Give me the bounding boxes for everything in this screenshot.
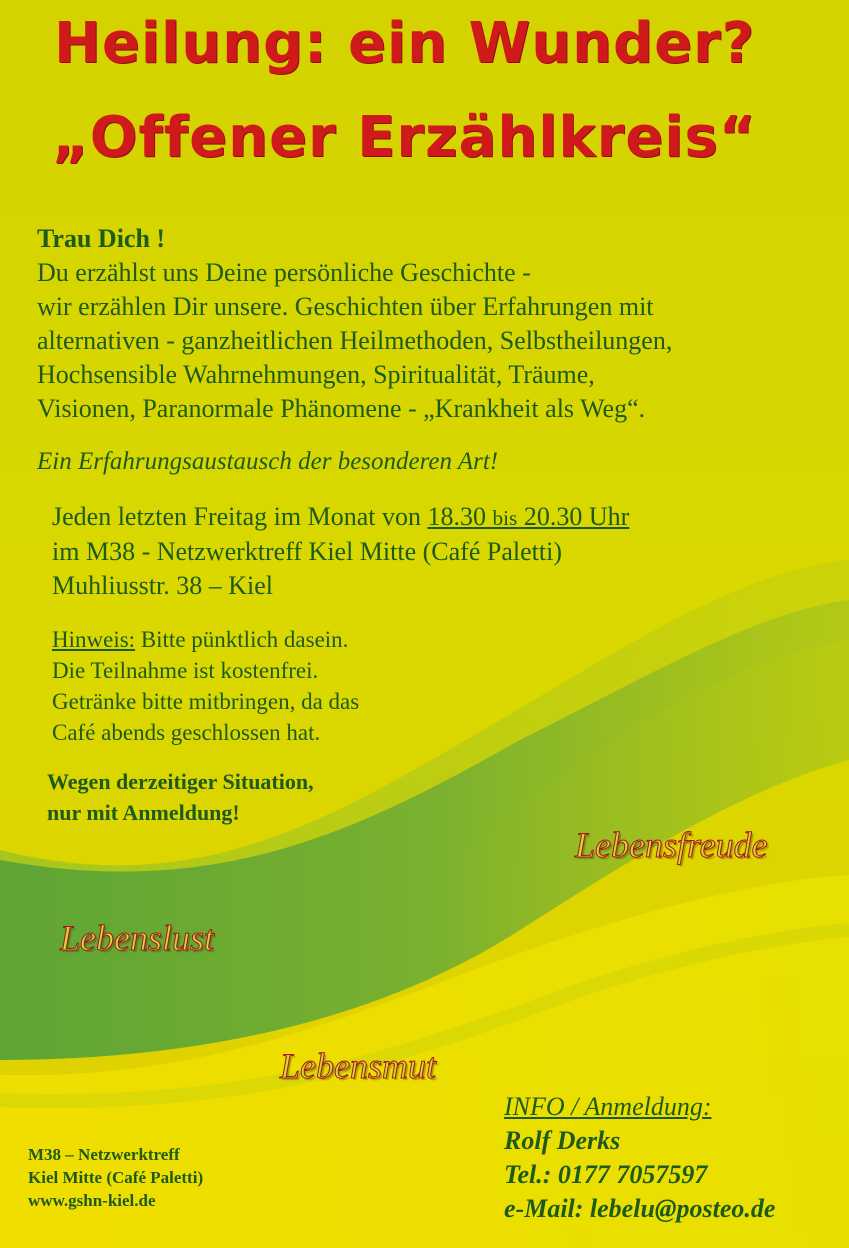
word-lebenslust: Lebenslust <box>60 918 215 958</box>
registration-warning <box>47 766 314 828</box>
footer-website: www.gshn-kiel.de <box>28 1191 156 1210</box>
intro-line: wir erzählen Dir unsere. Geschichten über Erfahrungen mit <box>37 292 654 321</box>
title-line-1: Heilung: ein Wunder? <box>54 11 756 76</box>
intro-line: Hochsensible Wahrnehmungen, Spiritualität, Träume, <box>37 360 595 389</box>
footer-line: M38 – Netzwerktreff <box>28 1145 180 1164</box>
contact-phone: Tel.: 0177 7057597 <box>504 1160 708 1189</box>
word-lebensfreude: Lebensfreude <box>575 825 768 865</box>
schedule-venue: im M38 - Netzwerktreff Kiel Mitte (Café Paletti) <box>52 537 562 566</box>
note-line: Getränke bitte mitbringen, da das <box>52 689 360 714</box>
warning-line: Wegen derzeitiger Situation, <box>47 769 314 794</box>
schedule-prefix: Jeden letzten Freitag im Monat von <box>52 502 428 531</box>
contact-name: Rolf Derks <box>504 1126 621 1155</box>
note-line: Café abends geschlossen hat. <box>52 720 321 745</box>
time-start: 18.30 <box>427 502 486 531</box>
warning-line: nur mit Anmeldung! <box>47 800 240 825</box>
note-line: Die Teilnahme ist kostenfrei. <box>52 658 319 683</box>
time-bis: bis <box>492 506 518 530</box>
note-line: Bitte pünktlich dasein. <box>135 627 349 652</box>
contact-email: e-Mail: lebelu@posteo.de <box>504 1194 776 1223</box>
intro-heading: Trau Dich ! <box>37 224 166 253</box>
schedule-time <box>427 502 629 531</box>
tagline: Ein Erfahrungsaustausch der besonderen Art! <box>37 448 499 475</box>
note-label: Hinweis: <box>52 627 136 652</box>
footer-venue <box>28 1143 203 1212</box>
intro-line: alternativen - ganzheitlichen Heilmethoden, Selbstheilungen, <box>37 326 673 355</box>
intro-line: Visionen, Paranormale Phänomene - „Krankheit als Weg“. <box>37 394 646 423</box>
schedule-address: Muhliusstr. 38 – Kiel <box>52 571 274 600</box>
footer-line: Kiel Mitte (Café Paletti) <box>28 1168 204 1187</box>
time-end: 20.30 Uhr <box>523 502 630 531</box>
contact-heading: INFO / Anmeldung: <box>504 1092 712 1121</box>
word-lebensmut: Lebensmut <box>280 1046 436 1086</box>
note <box>52 624 359 748</box>
title-line-2: „Offener Erzählkreis“ <box>52 105 757 170</box>
intro-text <box>37 222 672 426</box>
intro-line: Du erzählst uns Deine persönliche Geschichte - <box>37 258 531 287</box>
contact-info <box>504 1090 775 1226</box>
schedule <box>52 500 629 603</box>
